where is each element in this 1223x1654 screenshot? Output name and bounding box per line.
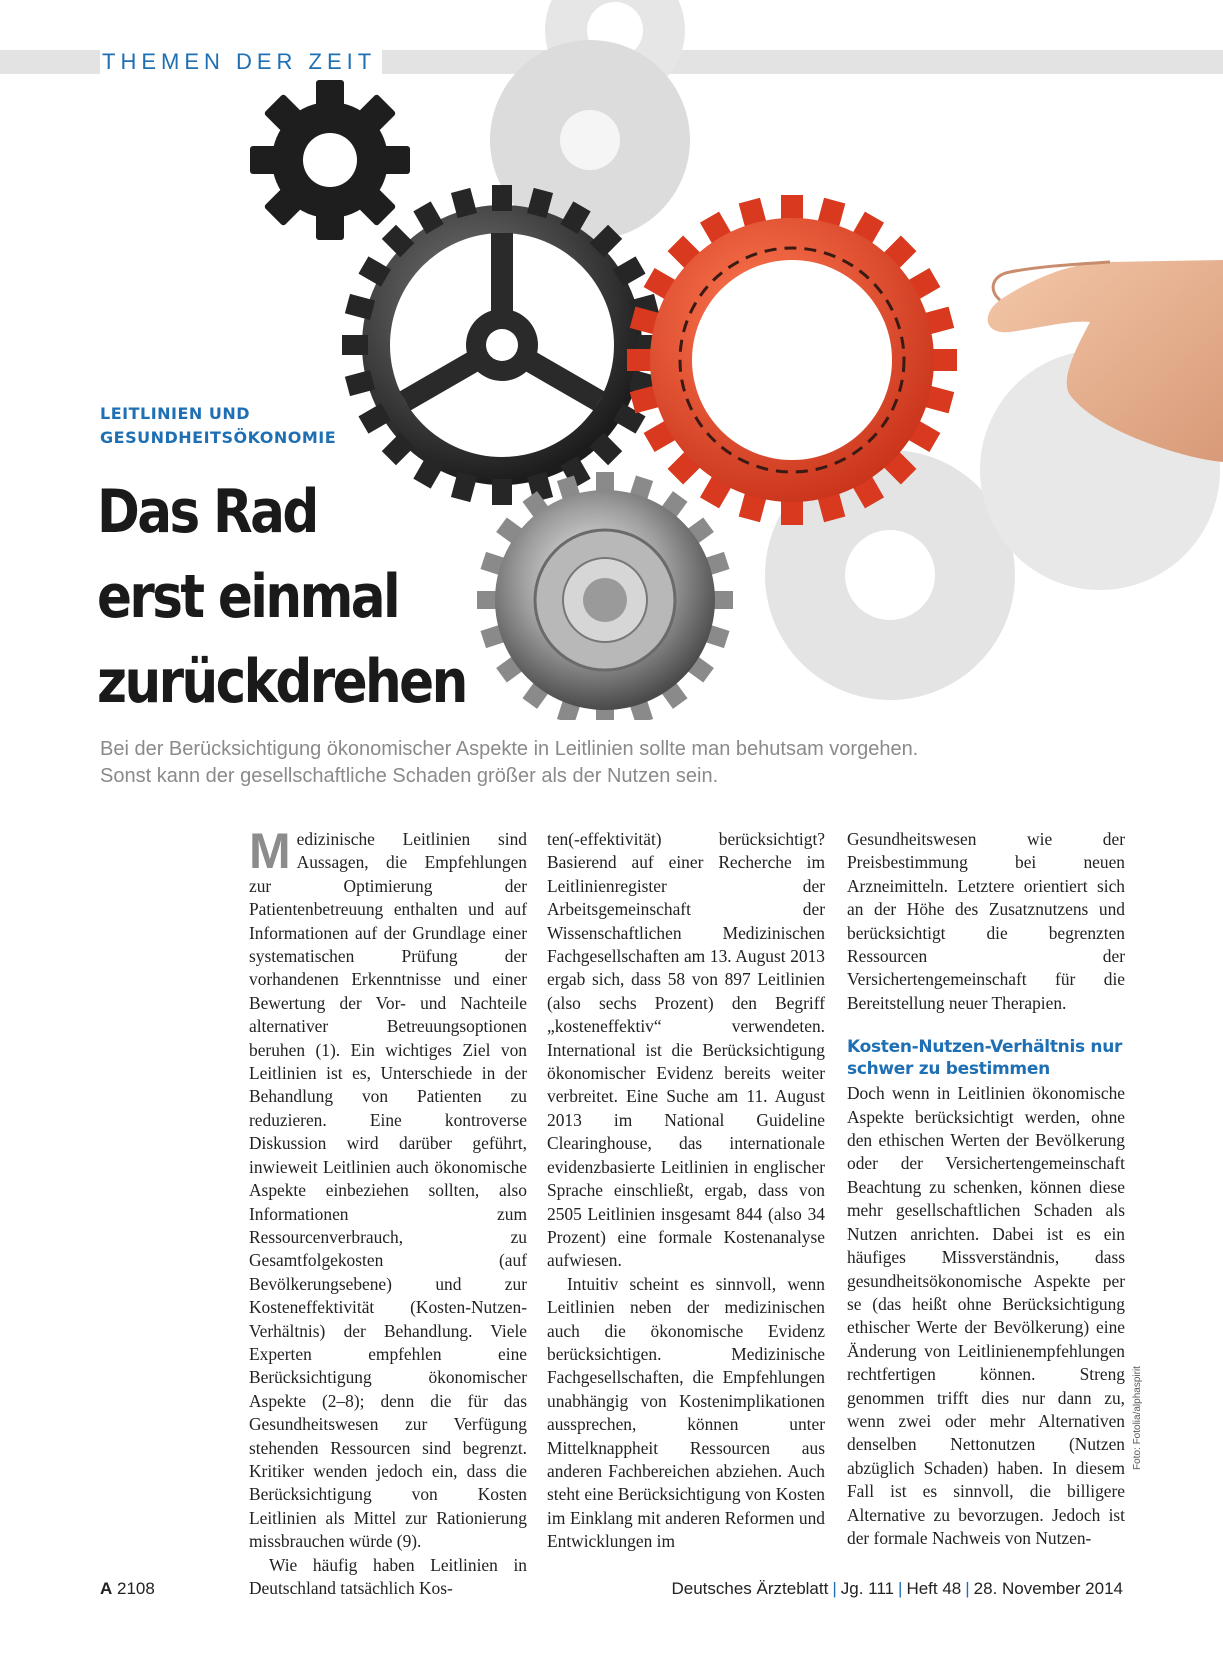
journal-date: 28. November 2014	[973, 1579, 1123, 1598]
text-column-1	[249, 823, 527, 1600]
small-black-gear-icon	[250, 80, 410, 240]
drop-cap: M	[249, 823, 291, 879]
paragraph-text: edizinische Leitlinien sind Aussagen, die Empfehlungen zur Optimierung der Patientenbetreuung enthalten und auf Informationen auf der Grundlage einer systematischen Prüfung der vorhandenen Erkenntnisse und einer Bewertung der Vor- und Nachteile alternativer Betreuungsoptionen beruhen (1). Ein wichtiges Ziel von Leitlinien ist es, Unterschiede in der Behandlung von Patienten zu reduzieren. Eine kontroverse Diskussion wird darüber geführt, inwieweit Leitlinien auch ökonomische Aspekte einbeziehen sollten, also Informationen zum Ressourcenverbrauch, zu Gesamtfolgekosten (auf Bevölkerungsebene) und zur Kosteneffektivität (Kosten-Nutzen-Verhältnis) der Behandlung. Viele Experten empfehlen eine Berücksichtigung ökonomischer Aspekte (2–8); denn die für das Gesundheitswesen zur Verfügung stehenden Ressourcen sind begrenzt. Kritiker wenden jedoch ein, dass die Berücksichtigung von Kosten Leitlinien als Mittel zur Rationierung missbrauchen würde (9).	[249, 829, 527, 1552]
journal-volume: Jg. 111	[840, 1579, 895, 1598]
section-subhead: Kosten-Nutzen-Verhältnis nur schwer zu bestimmen	[847, 1037, 1123, 1080]
silver-gear-icon	[477, 472, 733, 720]
photo-credit: Foto: Fotolia/alphaspirit	[1132, 1366, 1143, 1470]
separator: |	[965, 1579, 970, 1598]
text-column-2	[547, 828, 825, 1554]
journal-name: Deutsches Ärzteblatt	[671, 1579, 829, 1598]
paragraph: Gesundheitswesen wie der Preisbestimmung bei neuen Arzneimitteln. Letztere orientiert sich an der Höhe des Zusatznutzens und berücksichtigt die begrenzten Ressourcen der Versichertengemeinschaft für die Bereitstellung neuer Therapien.	[847, 829, 1125, 1013]
paragraph: Wie häufig haben Leitlinien in Deutschland tatsächlich Kos-	[249, 1554, 527, 1598]
page-number	[100, 1577, 155, 1601]
page-prefix: A	[100, 1579, 113, 1598]
journal-info	[671, 1577, 1123, 1601]
page-number-value: 2108	[117, 1579, 155, 1598]
kicker-line-2: GESUNDHEITSÖKONOMIE	[100, 428, 337, 447]
section-label: THEMEN DER ZEIT	[100, 49, 382, 75]
article-kicker	[100, 402, 336, 450]
separator: |	[832, 1579, 837, 1598]
journal-issue: Heft 48	[906, 1579, 962, 1598]
article-headline	[97, 470, 466, 725]
separator: |	[898, 1579, 903, 1598]
paragraph: ten(-effektivität) berücksichtigt? Basierend auf einer Recherche im Leitlinienregister der Arbeitsgemeinschaft der Wissenschaftlichen Medizinischen Fachgesellschaften am 13. August 2013 ergab sich, dass 58 von 897 Leitlinien (also sechs Prozent) den Begriff „kosteneffektiv“ verwendeten. International ist die Berücksichtigung ökonomischer Evidenz bereits weiter verbreitet. Eine Suche am 11. August 2013 im National Guideline Clearinghouse, das internationale evidenzbasierte Leitlinien in englischer Sprache einschließt, ergab, dass von 2505 Leitlinien insgesamt 844 (also 34 Prozent) eine formale Kostenanalyse aufwiesen.	[547, 829, 825, 1271]
kicker-line-1: LEITLINIEN UND	[100, 404, 251, 423]
paragraph	[249, 823, 527, 1554]
headline-line-3: zurückdrehen	[97, 647, 466, 717]
article-subtitle	[100, 736, 1180, 790]
headline-line-2: erst einmal	[97, 562, 399, 632]
headline-line-1: Das Rad	[97, 477, 317, 547]
paragraph: Intuitiv scheint es sinnvoll, wenn Leitlinien neben der medizinischen auch die ökonomische Evidenz berücksichtigen. Medizinische Fachgesellschaften, die Empfehlungen unabhängig von Kostenimplikationen aussprechen, können unter Mittelknappheit Ressourcen aus anderen Fachbereichen abziehen. Auch steht eine Berücksichtigung von Kosten im Einklang mit anderen Reformen und Entwicklungen im	[547, 1273, 825, 1552]
large-dark-gear-icon	[342, 185, 662, 505]
paragraph: Doch wenn in Leitlinien ökonomische Aspekte berücksichtigt werden, ohne den ethischen Werten der Bevölkerung oder der Versichertengemeinschaft Beachtung zu schenken, können diese mehr gesellschaftlichen Schaden als Nutzen anrichten. Dabei ist es ein häufiges Missverständnis, dass gesundheitsökonomische Aspekte per se (das heißt ohne Berücksichtigung ethischer Werte der Bevölkerung) eine Änderung von Leitlinienempfehlungen rechtfertigen können. Streng genommen trifft dies nur dann zu, wenn zwei oder mehr Alternativen denselben Nettonutzen (Nutzen abzüglich Schaden) haben. In diesem Fall ist es sinnvoll, die billigere Alternative zu bevorzugen. Jedoch ist der formale Nachweis von Nutzen-	[847, 1083, 1125, 1548]
text-column-3	[847, 828, 1125, 1550]
orange-gear-icon	[627, 195, 957, 525]
subtitle-line-2: Sonst kann der gesellschaftliche Schaden größer als der Nutzen sein.	[100, 765, 719, 787]
subtitle-line-1: Bei der Berücksichtigung ökonomischer Aspekte in Leitlinien sollte man behutsam vorgehen.	[100, 738, 919, 760]
